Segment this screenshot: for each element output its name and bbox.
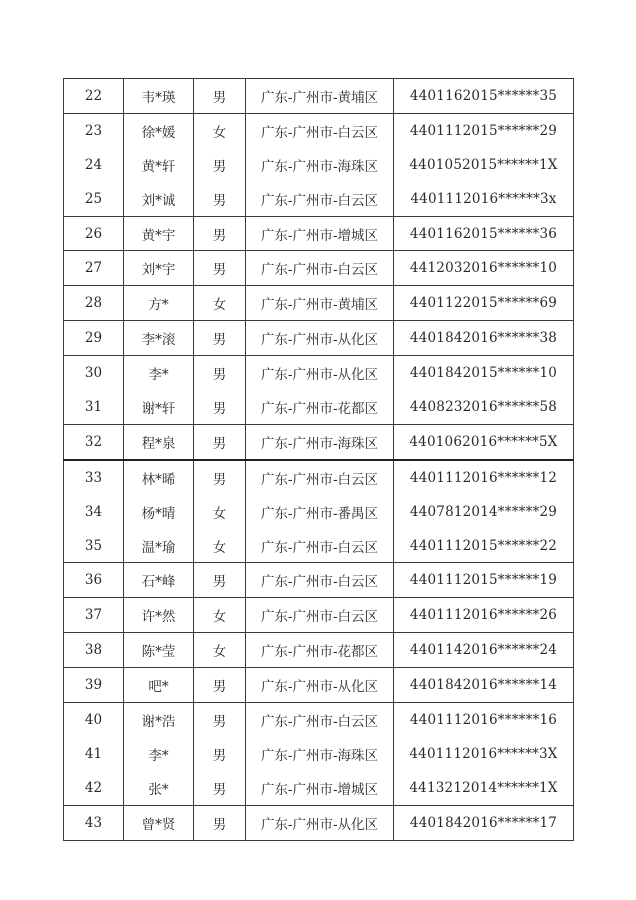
table-row <box>64 460 574 495</box>
cell-number: 43 <box>64 805 124 840</box>
cell-number: 26 <box>64 216 124 251</box>
cell-id-number: 4407812014******29 <box>394 495 574 529</box>
cell-sex: 男 <box>194 182 246 216</box>
cell-id-number: 4401842016******14 <box>394 668 574 703</box>
cell-name: 杨*晴 <box>124 495 194 529</box>
cell-id-number: 4401052015******1X <box>394 148 574 182</box>
table-row <box>64 529 574 563</box>
cell-number: 42 <box>64 771 124 805</box>
cell-number: 32 <box>64 424 124 459</box>
table-row <box>64 703 574 737</box>
cell-name: 陈*莹 <box>124 633 194 668</box>
cell-name: 张* <box>124 771 194 805</box>
cell-id-number: 4401112015******19 <box>394 563 574 598</box>
cell-sex: 女 <box>194 495 246 529</box>
cell-address: 广东-广州市-海珠区 <box>246 148 394 182</box>
cell-sex: 男 <box>194 424 246 459</box>
cell-address: 广东-广州市-白云区 <box>246 563 394 598</box>
cell-number: 38 <box>64 633 124 668</box>
cell-id-number: 4401122015******69 <box>394 286 574 321</box>
table-row <box>64 79 574 114</box>
cell-sex: 男 <box>194 460 246 495</box>
table-row <box>64 251 574 286</box>
cell-sex: 男 <box>194 805 246 840</box>
cell-id-number: 4401112016******3X <box>394 737 574 771</box>
cell-id-number: 4408232016******58 <box>394 390 574 424</box>
cell-address: 广东-广州市-海珠区 <box>246 424 394 459</box>
table-row <box>64 356 574 390</box>
table-row <box>64 148 574 182</box>
cell-id-number: 4401162015******36 <box>394 216 574 251</box>
cell-number: 39 <box>64 668 124 703</box>
roster-table <box>63 78 574 841</box>
cell-sex: 男 <box>194 771 246 805</box>
table-row <box>64 771 574 805</box>
cell-name: 刘*诚 <box>124 182 194 216</box>
cell-name: 李*滚 <box>124 321 194 356</box>
cell-name: 李* <box>124 356 194 390</box>
cell-sex: 男 <box>194 737 246 771</box>
cell-id-number: 4412032016******10 <box>394 251 574 286</box>
cell-id-number: 4401142016******24 <box>394 633 574 668</box>
cell-number: 35 <box>64 529 124 563</box>
cell-sex: 男 <box>194 390 246 424</box>
cell-number: 30 <box>64 356 124 390</box>
cell-sex: 男 <box>194 148 246 182</box>
cell-address: 广东-广州市-从化区 <box>246 321 394 356</box>
cell-address: 广东-广州市-增城区 <box>246 771 394 805</box>
cell-number: 33 <box>64 460 124 495</box>
cell-name: 程*泉 <box>124 424 194 459</box>
cell-name: 石*峰 <box>124 563 194 598</box>
cell-name: 许*然 <box>124 598 194 633</box>
table-row <box>64 598 574 633</box>
cell-address: 广东-广州市-花都区 <box>246 633 394 668</box>
cell-address: 广东-广州市-从化区 <box>246 668 394 703</box>
cell-name: 林*晞 <box>124 460 194 495</box>
cell-number: 27 <box>64 251 124 286</box>
cell-sex: 男 <box>194 216 246 251</box>
cell-id-number: 4401162015******35 <box>394 79 574 114</box>
cell-number: 36 <box>64 563 124 598</box>
cell-id-number: 4401112015******22 <box>394 529 574 563</box>
cell-number: 29 <box>64 321 124 356</box>
cell-sex: 男 <box>194 703 246 737</box>
cell-sex: 男 <box>194 79 246 114</box>
cell-address: 广东-广州市-白云区 <box>246 703 394 737</box>
cell-sex: 女 <box>194 113 246 147</box>
cell-address: 广东-广州市-花都区 <box>246 390 394 424</box>
cell-id-number: 4401842016******38 <box>394 321 574 356</box>
cell-sex: 男 <box>194 668 246 703</box>
cell-id-number: 4401112016******3x <box>394 182 574 216</box>
cell-number: 34 <box>64 495 124 529</box>
cell-id-number: 4401112016******16 <box>394 703 574 737</box>
cell-name: 黄*轩 <box>124 148 194 182</box>
cell-name: 方* <box>124 286 194 321</box>
cell-name: 徐*媛 <box>124 113 194 147</box>
cell-sex: 男 <box>194 356 246 390</box>
cell-id-number: 4401112016******12 <box>394 460 574 495</box>
cell-number: 24 <box>64 148 124 182</box>
cell-address: 广东-广州市-白云区 <box>246 598 394 633</box>
cell-address: 广东-广州市-白云区 <box>246 182 394 216</box>
cell-number: 40 <box>64 703 124 737</box>
table-row <box>64 668 574 703</box>
cell-address: 广东-广州市-增城区 <box>246 216 394 251</box>
cell-sex: 男 <box>194 563 246 598</box>
cell-address: 广东-广州市-白云区 <box>246 113 394 147</box>
cell-number: 25 <box>64 182 124 216</box>
cell-name: 刘*宇 <box>124 251 194 286</box>
cell-number: 23 <box>64 113 124 147</box>
table-row <box>64 113 574 147</box>
cell-address: 广东-广州市-白云区 <box>246 460 394 495</box>
cell-name: 曾*贤 <box>124 805 194 840</box>
table-row <box>64 805 574 840</box>
cell-name: 温*瑜 <box>124 529 194 563</box>
cell-name: 李* <box>124 737 194 771</box>
cell-address: 广东-广州市-黄埔区 <box>246 79 394 114</box>
table-row <box>64 424 574 459</box>
cell-id-number: 4401112015******29 <box>394 113 574 147</box>
cell-number: 41 <box>64 737 124 771</box>
cell-sex: 女 <box>194 633 246 668</box>
cell-sex: 男 <box>194 321 246 356</box>
cell-address: 广东-广州市-番禺区 <box>246 495 394 529</box>
cell-number: 28 <box>64 286 124 321</box>
cell-address: 广东-广州市-白云区 <box>246 529 394 563</box>
table-row <box>64 321 574 356</box>
cell-name: 韦*瑛 <box>124 79 194 114</box>
table-row <box>64 737 574 771</box>
cell-address: 广东-广州市-黄埔区 <box>246 286 394 321</box>
cell-id-number: 4401842016******17 <box>394 805 574 840</box>
table-row <box>64 563 574 598</box>
table-row <box>64 495 574 529</box>
cell-address: 广东-广州市-从化区 <box>246 356 394 390</box>
cell-id-number: 4401062016******5X <box>394 424 574 459</box>
cell-address: 广东-广州市-白云区 <box>246 251 394 286</box>
cell-number: 37 <box>64 598 124 633</box>
cell-number: 22 <box>64 79 124 114</box>
cell-sex: 女 <box>194 598 246 633</box>
table-row <box>64 286 574 321</box>
cell-name: 吧* <box>124 668 194 703</box>
table-row <box>64 633 574 668</box>
cell-name: 黄*宇 <box>124 216 194 251</box>
cell-id-number: 4401112016******26 <box>394 598 574 633</box>
cell-sex: 女 <box>194 286 246 321</box>
cell-address: 广东-广州市-海珠区 <box>246 737 394 771</box>
cell-number: 31 <box>64 390 124 424</box>
cell-id-number: 4413212014******1X <box>394 771 574 805</box>
cell-address: 广东-广州市-从化区 <box>246 805 394 840</box>
cell-id-number: 4401842015******10 <box>394 356 574 390</box>
roster-page <box>63 78 573 841</box>
table-row <box>64 216 574 251</box>
cell-sex: 女 <box>194 529 246 563</box>
cell-name: 谢*轩 <box>124 390 194 424</box>
cell-name: 谢*浩 <box>124 703 194 737</box>
table-row <box>64 390 574 424</box>
cell-sex: 男 <box>194 251 246 286</box>
table-row <box>64 182 574 216</box>
